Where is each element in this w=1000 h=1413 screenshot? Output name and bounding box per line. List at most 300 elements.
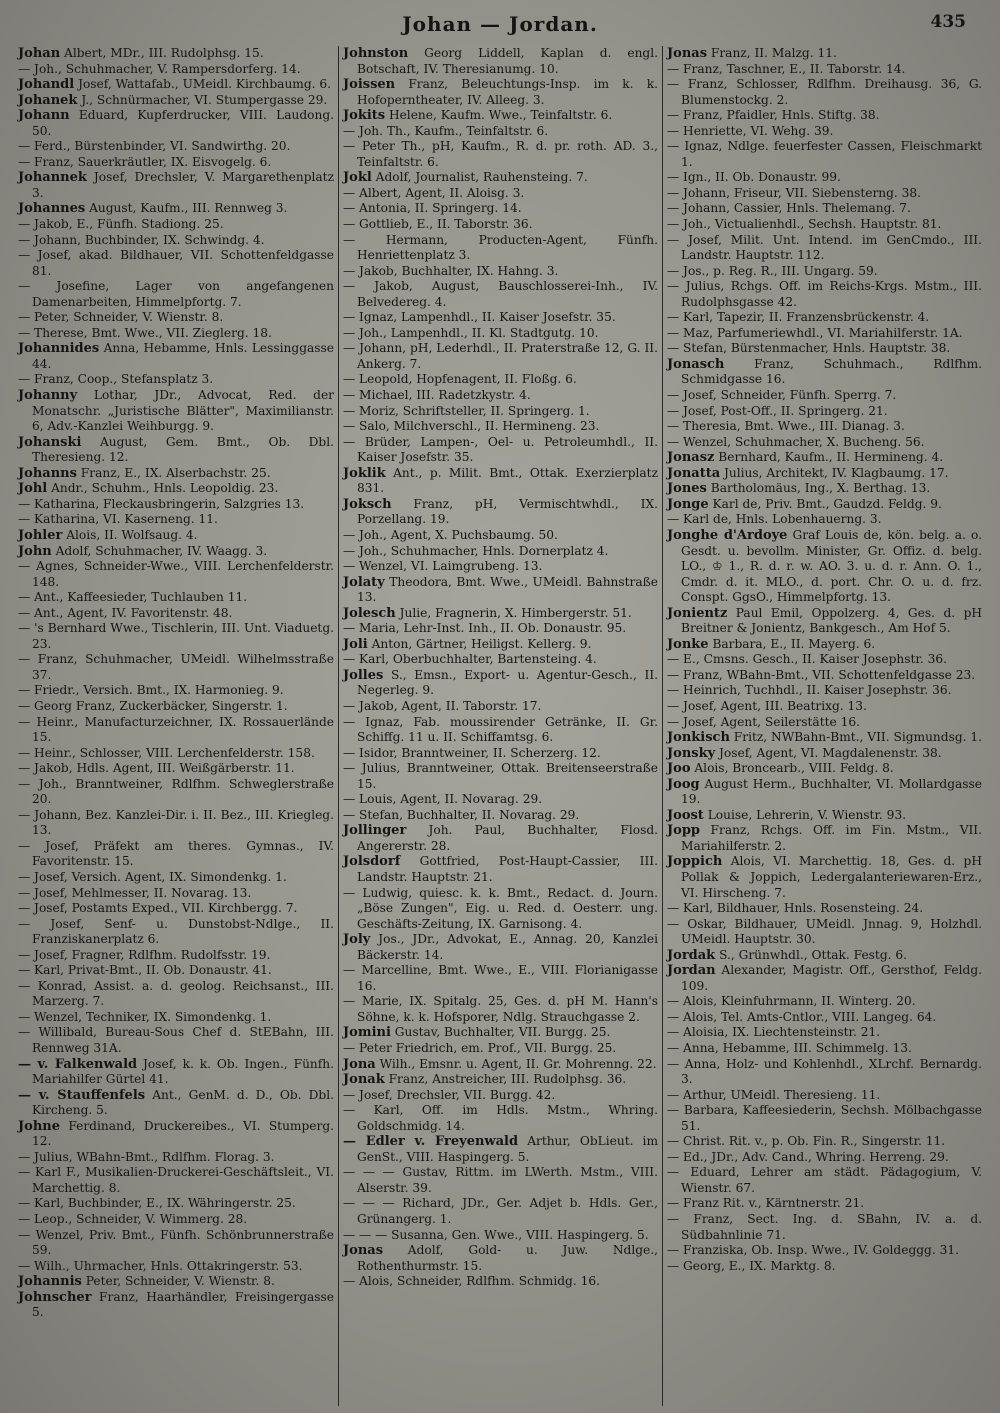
entry-details: — Aloisia, IX. Liechtensteinstr. 21.	[667, 1025, 881, 1040]
directory-entry	[667, 761, 982, 777]
entry-details: — Josef, akad. Bildhauer, VII. Schottenfeldgasse 81.	[18, 248, 334, 278]
entry-details: — E., Cmsns. Gesch., II. Kaiser Josephstr. 36.	[667, 652, 947, 667]
directory-entry	[18, 979, 334, 1010]
entry-details: — Katharina, Fleckausbringerin, Salzgries 13.	[18, 496, 305, 511]
directory-entry	[343, 1243, 658, 1274]
entry-details: Adolf, Gold- u. Juw. Ndlge., Rothenthurmstr. 15.	[357, 1243, 659, 1273]
entry-surname: Johler	[18, 527, 63, 543]
entry-details: — Julius, Rchgs. Off. im Reichs-Krgs. Mstm., III. Rudolphsgasse 42.	[667, 279, 982, 309]
entry-details: — Ludwig, quiesc. k. k. Bmt., Redact. d. Journ. „Böse Zungen", Eig. u. Red. d. Oesterr. ung. Geschäfts-Zeitung, IX. Garnisong. 4.	[343, 885, 658, 931]
directory-entry	[667, 637, 982, 653]
directory-entry	[667, 652, 982, 668]
directory-entry	[343, 932, 658, 963]
entry-details: — Johann, Friseur, VII. Siebensterng. 38.	[667, 185, 922, 200]
entry-details: — Joh., Schuhmacher, Hnls. Dornerplatz 4.	[343, 543, 609, 558]
entry-surname: Jones	[667, 481, 707, 497]
directory-entry	[667, 606, 982, 637]
directory-entry	[18, 606, 334, 622]
directory-entry	[18, 108, 334, 139]
directory-entry	[343, 217, 658, 233]
entry-surname: — v. Falkenwald	[18, 1056, 138, 1072]
entry-details: Julie, Fragnerin, X. Himbergerstr. 51.	[399, 605, 632, 620]
directory-entry	[667, 419, 982, 435]
entry-surname: Jolsdorf	[343, 854, 401, 870]
directory-entry	[18, 963, 334, 979]
directory-entry	[343, 746, 658, 762]
directory-entry	[667, 326, 982, 342]
entry-details: Adolf, Schuhmacher, IV. Waagg. 3.	[55, 543, 268, 558]
entry-details: — Karl, Tapezir, II. Franzensbrückenstr. 4.	[667, 310, 930, 325]
directory-entry	[667, 1243, 982, 1259]
directory-entry	[343, 404, 658, 420]
directory-entry	[343, 1025, 658, 1041]
directory-entry	[667, 808, 982, 824]
directory-entry	[18, 652, 334, 683]
directory-entry	[667, 435, 982, 451]
entry-details: — Wenzel, Schuhmacher, X. Bucheng. 56.	[667, 434, 925, 449]
entry-surname: Jopp	[667, 823, 701, 839]
entry-surname: Joksch	[343, 496, 392, 512]
directory-entry	[343, 606, 658, 622]
entry-surname: Jolles	[343, 667, 384, 683]
directory-entry	[343, 372, 658, 388]
directory-entry	[18, 1212, 334, 1228]
entry-details: S., Emsn., Export- u. Agentur-Gesch., II. Negerleg. 9.	[357, 667, 659, 698]
entry-details: — Marie, IX. Spitalg. 25, Ges. d. pH M. Hann's Söhne, k. k. Hofsporer, Ndlg. Strauchgasse 2.	[343, 994, 658, 1024]
entry-details: Alois, VI. Marchettig. 18, Ges. d. pH Pollak & Joppich, Ledergalanteriewaren-Erz., VI. Hirscheng. 7.	[681, 854, 982, 900]
entry-details: — Karl, Bildhauer, Hnls. Rosensteing. 24.	[667, 901, 924, 916]
directory-entry	[18, 388, 334, 435]
directory-entry	[343, 310, 658, 326]
entry-details: Josef, Drechsler, V. Margarethenplatz 3.	[32, 170, 334, 200]
entry-details: — Joh., Victualienhdl., Sechsh. Hauptstr. 81.	[667, 217, 942, 232]
directory-entry	[343, 124, 658, 140]
directory-entry	[667, 777, 982, 808]
directory-entry	[343, 668, 658, 699]
entry-details: — Josef, Mehlmesser, II. Novarag. 13.	[18, 885, 252, 900]
directory-entry	[343, 46, 658, 77]
entry-surname: Johannes	[18, 201, 86, 217]
directory-entry	[667, 854, 982, 901]
entry-details: Helene, Kaufm. Wwe., Teinfaltstr. 6.	[388, 108, 613, 123]
entry-details: — Ferd., Bürstenbinder, VI. Sandwirthg. 20.	[18, 139, 291, 154]
entry-details: — Katharina, VI. Kaserneng. 11.	[18, 512, 218, 527]
entry-details: Josef, Wattafab., UMeidl. Kirchbaumg. 6.	[78, 77, 332, 92]
entry-details: Franz, Haarhändler, Freisingergasse 5.	[32, 1289, 335, 1320]
entry-details: — — — Susanna, Gen. Wwe., VIII. Haspingerg. 5.	[343, 1227, 649, 1242]
entry-surname: John	[18, 543, 52, 559]
entry-surname: Johnscher	[18, 1289, 92, 1305]
entry-details: Wilh., Emsnr. u. Agent, II. Gr. Mohrenng. 22.	[379, 1056, 657, 1071]
column-middle	[338, 46, 662, 1406]
entry-details: Josef, Agent, VI. Magdalenenstr. 38.	[719, 745, 942, 760]
entry-details: Karl de, Priv. Bmt., Gaudzd. Feldg. 9.	[712, 496, 942, 511]
entry-surname: Johanns	[18, 465, 77, 481]
entry-details: — Franz Rit. v., Kärntnerstr. 21.	[667, 1196, 865, 1211]
entry-details: — Stefan, Bürstenmacher, Hnls. Hauptstr. 38.	[667, 341, 951, 356]
directory-entry	[343, 621, 658, 637]
entry-details: Georg Liddell, Kaplan d. engl. Botschaft, IV. Theresianumg. 10.	[357, 46, 659, 76]
directory-entry	[18, 559, 334, 590]
entry-details: — Heinrich, Tuchhdl., II. Kaiser Josephstr. 36.	[667, 683, 952, 698]
entry-details: Franz, II. Malzg. 11.	[710, 46, 837, 60]
directory-entry	[667, 1025, 982, 1041]
directory-entry	[343, 233, 658, 264]
directory-entry	[667, 388, 982, 404]
directory-entry	[18, 870, 334, 886]
directory-entry	[18, 1025, 334, 1056]
entry-surname: Johannis	[18, 1274, 82, 1290]
entry-details: — Joh., Lampenhdl., II. Kl. Stadtgutg. 10.	[343, 325, 599, 340]
entry-surname: Jona	[343, 1056, 376, 1072]
entry-details: Barbara, E., II. Mayerg. 6.	[712, 636, 876, 651]
directory-entry	[18, 839, 334, 870]
entry-surname: Johnston	[343, 46, 409, 61]
directory-entry	[18, 310, 334, 326]
directory-entry	[343, 652, 658, 668]
directory-entry	[343, 637, 658, 653]
directory-entry	[343, 1228, 658, 1244]
directory-entry	[343, 1165, 658, 1196]
directory-entry	[667, 963, 982, 994]
directory-entry	[667, 450, 982, 466]
entry-details: — 's Bernhard Wwe., Tischlerin, III. Unt. Viaduetg. 23.	[18, 621, 334, 651]
entry-details: Franz, Schuhmach., Rdlfhm. Schmidgasse 16.	[681, 356, 983, 387]
directory-entry	[18, 512, 334, 528]
directory-entry	[667, 124, 982, 140]
entry-surname: Jonke	[667, 636, 709, 652]
directory-entry	[18, 497, 334, 513]
entry-details: Ferdinand, Druckereibes., VI. Stumperg. 12.	[32, 1118, 334, 1149]
entry-details: Alexander, Magistr. Off., Gersthof, Feldg. 109.	[681, 963, 982, 993]
entry-details: — Joh. Th., Kaufm., Teinfaltstr. 6.	[343, 123, 549, 138]
directory-entry	[667, 528, 982, 606]
entry-details: — Jos., p. Reg. R., III. Ungarg. 59.	[667, 263, 878, 278]
directory-entry	[18, 279, 334, 310]
entry-details: Andr., Schuhm., Hnls. Leopoldig. 23.	[51, 481, 279, 496]
directory-entry	[343, 77, 658, 108]
entry-details: — Heinr., Manufacturzeichner, IX. Rossauerlände 15.	[18, 714, 334, 745]
entry-details: Alois, Broncearb., VIII. Feldg. 8.	[694, 761, 894, 776]
entry-details: — Ant., Agent, IV. Favoritenstr. 48.	[18, 605, 233, 620]
directory-entry	[667, 77, 982, 108]
entry-surname: Jokits	[343, 108, 386, 124]
directory-entry	[667, 683, 982, 699]
entry-details: Julius, Architekt, IV. Klagbaumg. 17.	[724, 465, 949, 480]
directory-entry	[343, 466, 658, 497]
directory-entry	[18, 1228, 334, 1259]
directory-entry	[343, 388, 658, 404]
directory-entry	[343, 792, 658, 808]
directory-entry	[18, 917, 334, 948]
directory-entry	[343, 1103, 658, 1134]
entry-details: — Karl F., Musikalien-Druckerei-Geschäftsleit., VI. Marchettig. 8.	[18, 1165, 334, 1195]
entry-details: — Henriette, VI. Wehg. 39.	[667, 123, 834, 138]
entry-details: — Johann, pH, Lederhdl., II. Praterstraße 12, G. II. Ankerg. 7.	[343, 341, 658, 371]
directory-entry	[667, 233, 982, 264]
directory-entry	[18, 544, 334, 560]
entry-surname: Joo	[667, 761, 691, 777]
entry-details: — Salo, Milchverschl., II. Hermineng. 23.	[343, 419, 600, 434]
directory-entry	[343, 419, 658, 435]
entry-details: — Anna, Hebamme, III. Schimmelg. 13.	[667, 1041, 912, 1055]
entry-details: Peter, Schneider, V. Wienstr. 8.	[85, 1274, 275, 1289]
directory-entry	[667, 1150, 982, 1166]
entry-details: Ant., GenM. d. D., Ob. Dbl. Kircheng. 5.	[32, 1087, 335, 1118]
directory-entry	[667, 668, 982, 684]
entry-surname: Joissen	[343, 77, 396, 93]
directory-entry	[667, 46, 982, 62]
entry-details: — Johann, Bez. Kanzlei-Dir. i. II. Bez., III. Kriegleg. 13.	[18, 807, 334, 838]
entry-details: — Albert, Agent, II. Aloisg. 3.	[343, 185, 525, 200]
entry-details: Jos., JDr., Advokat, E., Annag. 20, Kanzlei Bäckerstr. 14.	[357, 932, 659, 962]
entry-surname: — v. Stauffenfels	[18, 1087, 146, 1103]
entry-details: — Therese, Bmt. Wwe., VII. Zieglerg. 18.	[18, 325, 272, 340]
entry-details: — Josef, Post-Off., II. Springerg. 21.	[667, 403, 888, 418]
directory-entry	[667, 310, 982, 326]
entry-details: — Wenzel, Priv. Bmt., Fünfh. Schönbrunnerstraße 59.	[18, 1227, 334, 1258]
entry-surname: Johanek	[18, 92, 78, 108]
directory-entry	[18, 1196, 334, 1212]
entry-details: Anton, Gärtner, Heiligst. Kellerg. 9.	[371, 636, 592, 651]
directory-entry	[667, 1041, 982, 1057]
entry-surname: Jonkisch	[667, 730, 730, 746]
directory-entry	[667, 186, 982, 202]
directory-entry	[667, 217, 982, 233]
entry-details: — Karl, Buchbinder, E., IX. Währingerstr. 25.	[18, 1196, 296, 1211]
directory-entry	[667, 994, 982, 1010]
directory-entry	[18, 715, 334, 746]
directory-entry	[667, 1010, 982, 1026]
entry-details: Alois, II. Wolfsaug. 4.	[66, 527, 198, 542]
entry-surname: Jonsky	[667, 745, 716, 761]
directory-entry	[343, 699, 658, 715]
directory-entry	[18, 139, 334, 155]
directory-entry	[667, 917, 982, 948]
entry-details: — Arthur, UMeidl. Theresieng. 11.	[667, 1087, 881, 1102]
column-right	[662, 46, 986, 1406]
entry-details: — Friedr., Versich. Bmt., IX. Harmonieg. 9.	[18, 683, 284, 698]
directory-entry	[18, 590, 334, 606]
entry-details: — Moriz, Schriftsteller, II. Springerg. 1.	[343, 403, 590, 418]
entry-details: — Barbara, Kaffeesiederin, Sechsh. Mölbachgasse 51.	[667, 1103, 982, 1133]
directory-entry	[667, 901, 982, 917]
directory-entry	[667, 1259, 982, 1275]
entry-details: Franz, E., IX. Alserbachstr. 25.	[80, 465, 271, 480]
entry-details: — Wenzel, Techniker, IX. Simondenkg. 1.	[18, 1009, 272, 1024]
entry-details: — Maria, Lehr-Inst. Inh., II. Ob. Donaustr. 95.	[343, 621, 627, 636]
directory-entry	[18, 1119, 334, 1150]
directory-entry	[18, 93, 334, 109]
entry-details: — Joh., Schuhmacher, V. Rampersdorferg. 14.	[18, 61, 301, 76]
entry-details: — Maz, Parfumeriewhdl., VI. Mariahilferstr. 1A.	[667, 325, 963, 340]
entry-details: Theodora, Bmt. Wwe., UMeidl. Bahnstraße 13.	[357, 574, 658, 605]
entry-details: — Stefan, Buchhalter, II. Novarag. 29.	[343, 807, 580, 822]
entry-details: Arthur, ObLieut. im GenSt., VIII. Haspingerg. 5.	[357, 1134, 659, 1164]
directory-entry	[343, 1274, 658, 1290]
entry-details: Eduard, Kupferdrucker, VIII. Laudong. 50.	[32, 108, 334, 138]
entry-details: — Jakob, Agent, II. Taborstr. 17.	[343, 698, 542, 713]
directory-entry	[667, 139, 982, 170]
entry-details: — Franz, Schlosser, Rdlfhm. Dreihausg. 36, G. Blumenstockg. 2.	[667, 77, 982, 107]
entry-details: August, Gem. Bmt., Ob. Dbl. Theresieng. 12.	[32, 434, 335, 465]
directory-entry	[18, 372, 334, 388]
entry-surname: Jomini	[343, 1025, 391, 1041]
entry-details: — Franz, Schuhmacher, UMeidl. Wilhelmsstraße 37.	[18, 652, 334, 682]
entry-details: — Ignaz, Ndlge. feuerfester Cassen, Fleischmarkt 1.	[667, 139, 982, 169]
entry-details: — Christ. Rit. v., p. Ob. Fin. R., Singerstr. 11.	[667, 1134, 946, 1149]
entry-surname: Jonghe d'Ardoye	[667, 527, 788, 543]
entry-details: August Herm., Buchhalter, VI. Mollardgasse 19.	[681, 776, 983, 807]
entry-details: — Franz, Sect. Ing. d. SBahn, IV. a. d. Südbahnlinie 71.	[667, 1212, 982, 1242]
directory-entry	[343, 341, 658, 372]
entry-details: Fritz, NWBahn-Bmt., VII. Sigmundsg. 1.	[733, 730, 983, 745]
directory-entry	[343, 1088, 658, 1104]
directory-entry	[343, 963, 658, 994]
entry-details: Ant., p. Milit. Bmt., Ottak. Exerzierplatz 831.	[357, 465, 658, 496]
directory-entry	[18, 201, 334, 217]
directory-entry	[343, 170, 658, 186]
directory-entry	[343, 435, 658, 466]
entry-details: — Louis, Agent, II. Novarag. 29.	[343, 792, 543, 807]
directory-entry	[343, 808, 658, 824]
directory-entry	[667, 279, 982, 310]
directory-entry	[343, 886, 658, 933]
entry-details: — Michael, III. Radetzkystr. 4.	[343, 388, 531, 403]
entry-details: — Josef, Drechsler, VII. Burgg. 42.	[343, 1087, 556, 1102]
directory-entry	[18, 217, 334, 233]
directory-entry	[18, 1259, 334, 1275]
page-header	[0, 10, 1000, 44]
entry-surname: Joost	[667, 807, 704, 823]
directory-entry	[667, 823, 982, 854]
entry-details: — Wenzel, VI. Laimgrubeng. 13.	[343, 559, 543, 574]
entry-details: — Josef, Milit. Unt. Intend. im GenCmdo., III. Landstr. Hauptstr. 112.	[667, 232, 982, 263]
running-head: Johan — Jordan.	[402, 12, 598, 36]
entry-surname: — Edler v. Freyenwald	[343, 1134, 519, 1150]
directory-entry	[343, 559, 658, 575]
directory-columns	[14, 46, 986, 1406]
directory-entry	[18, 248, 334, 279]
directory-entry	[667, 512, 982, 528]
entry-surname: Joklik	[343, 465, 386, 481]
directory-entry	[343, 1057, 658, 1073]
entry-details: — Josef, Schneider, Fünfh. Sperrg. 7.	[667, 388, 897, 403]
entry-details: — Josef, Postamts Exped., VII. Kirchbergg. 7.	[18, 901, 298, 916]
entry-surname: Jollinger	[343, 823, 407, 839]
entry-surname: Johannek	[18, 170, 87, 186]
directory-entry	[343, 108, 658, 124]
entry-details: — Jakob, Buchhalter, IX. Hahng. 3.	[343, 263, 559, 278]
entry-details: — Josef, Fragner, Rdlfhm. Rudolfsstr. 19.	[18, 947, 271, 962]
entry-details: — Josef, Senf- u. Dunstobst-Ndlge., II. Franziskanerplatz 6.	[18, 916, 334, 947]
directory-entry	[18, 1274, 334, 1290]
directory-entry	[343, 279, 658, 310]
entry-details: — Ant., Kaffeesieder, Tuchlauben 11.	[18, 590, 248, 605]
entry-details: August, Kaufm., III. Rennweg 3.	[89, 201, 288, 216]
directory-entry	[667, 1165, 982, 1196]
entry-surname: Joog	[667, 776, 700, 792]
entry-surname: Jonientz	[667, 605, 728, 621]
directory-entry	[667, 1212, 982, 1243]
entry-details: — Hermann, Producten-Agent, Fünfh. Henriettenplatz 3.	[343, 232, 658, 263]
entry-details: Josef, k. k. Ob. Ingen., Fünfh. Mariahilfer Gürtel 41.	[32, 1056, 334, 1087]
entry-surname: Johan	[18, 46, 61, 61]
directory-entry	[18, 1290, 334, 1321]
entry-surname: Jonasz	[667, 450, 715, 466]
entry-details: — Jakob, August, Bauschlosserei-Inh., IV. Belvedereg. 4.	[343, 279, 658, 309]
entry-surname: Joli	[343, 636, 368, 652]
entry-surname: Jolesch	[343, 605, 396, 621]
entry-details: — Josefine, Lager von angefangenen Damenarbeiten, Himmelpfortg. 7.	[18, 279, 334, 309]
entry-details: — Julius, WBahn-Bmt., Rdlfhm. Florag. 3.	[18, 1149, 275, 1164]
directory-entry	[343, 575, 658, 606]
entry-details: Bernhard, Kaufm., II. Hermineng. 4.	[718, 450, 944, 465]
directory-entry	[667, 481, 982, 497]
entry-details: — — — Richard, JDr., Ger. Adjet b. Hdls. Ger., Grünangerg. 1.	[343, 1196, 658, 1227]
directory-entry	[18, 621, 334, 652]
entry-details: — Willibald, Bureau-Sous Chef d. StEBahn, III. Rennweg 31A.	[18, 1025, 334, 1055]
directory-entry	[667, 699, 982, 715]
directory-entry	[667, 62, 982, 78]
entry-details: — Ign., II. Ob. Donaustr. 99.	[667, 170, 841, 185]
entry-details: — Leop., Schneider, V. Wimmerg. 28.	[18, 1212, 248, 1227]
entry-surname: Jonge	[667, 496, 709, 512]
entry-details: — Oskar, Bildhauer, UMeidl. Jnnag. 9, Holzhdl. UMeidl. Hauptstr. 30.	[667, 916, 982, 947]
directory-entry	[18, 808, 334, 839]
directory-entry	[18, 886, 334, 902]
entry-details: — Agnes, Schneider-Wwe., VIII. Lerchenfelderstr. 148.	[18, 559, 334, 589]
entry-surname: Johandl	[18, 77, 75, 93]
directory-entry	[18, 155, 334, 171]
directory-entry	[343, 715, 658, 746]
directory-entry	[18, 761, 334, 777]
entry-details: — Brüder, Lampen-, Oel- u. Petroleumhdl., II. Kaiser Josefstr. 35.	[343, 434, 658, 465]
entry-details: — Franz, Taschner, E., II. Taborstr. 14.	[667, 61, 906, 76]
entry-details: — Karl, Privat-Bmt., II. Ob. Donaustr. 41.	[18, 963, 272, 978]
directory-entry	[18, 746, 334, 762]
entry-surname: Jonak	[343, 1072, 385, 1088]
entry-details: S., Grünwhdl., Ottak. Festg. 6.	[719, 947, 907, 962]
entry-details: — Joh., Branntweiner, Rdlfhm. Schweglerstraße 20.	[18, 776, 334, 807]
directory-entry	[18, 777, 334, 808]
entry-surname: Johl	[18, 481, 48, 497]
entry-details: — Franz, Sauerkräutler, IX. Eisvogelg. 6.	[18, 154, 272, 169]
directory-entry	[18, 683, 334, 699]
directory-entry	[18, 528, 334, 544]
directory-entry	[343, 823, 658, 854]
directory-entry	[18, 77, 334, 93]
directory-entry	[667, 1057, 982, 1088]
entry-details: — Antonia, II. Springerg. 14.	[343, 201, 522, 216]
entry-details: — Jakob, Hdls. Agent, III. Weißgärberstr. 11.	[18, 761, 295, 776]
directory-entry	[18, 699, 334, 715]
entry-details: — Julius, Branntweiner, Ottak. Breitenseerstraße 15.	[343, 761, 658, 791]
entry-details: — Josef, Präfekt am theres. Gymnas., IV. Favoritenstr. 15.	[18, 838, 334, 869]
entry-details: — Theresia, Bmt. Wwe., III. Dianag. 3.	[667, 419, 905, 434]
entry-details: — Alois, Tel. Amts-Cntlor., VIII. Langeg. 64.	[667, 1009, 937, 1024]
directory-entry	[18, 170, 334, 201]
directory-entry	[667, 108, 982, 124]
page-number: 435	[930, 12, 966, 32]
entry-details: — Josef, Versich. Agent, IX. Simondenkg. 1.	[18, 869, 287, 884]
entry-details: — Franz, Coop., Stefansplatz 3.	[18, 372, 214, 387]
directory-entry	[667, 404, 982, 420]
directory-entry	[667, 730, 982, 746]
directory-entry	[18, 948, 334, 964]
directory-entry	[18, 901, 334, 917]
directory-entry	[343, 201, 658, 217]
